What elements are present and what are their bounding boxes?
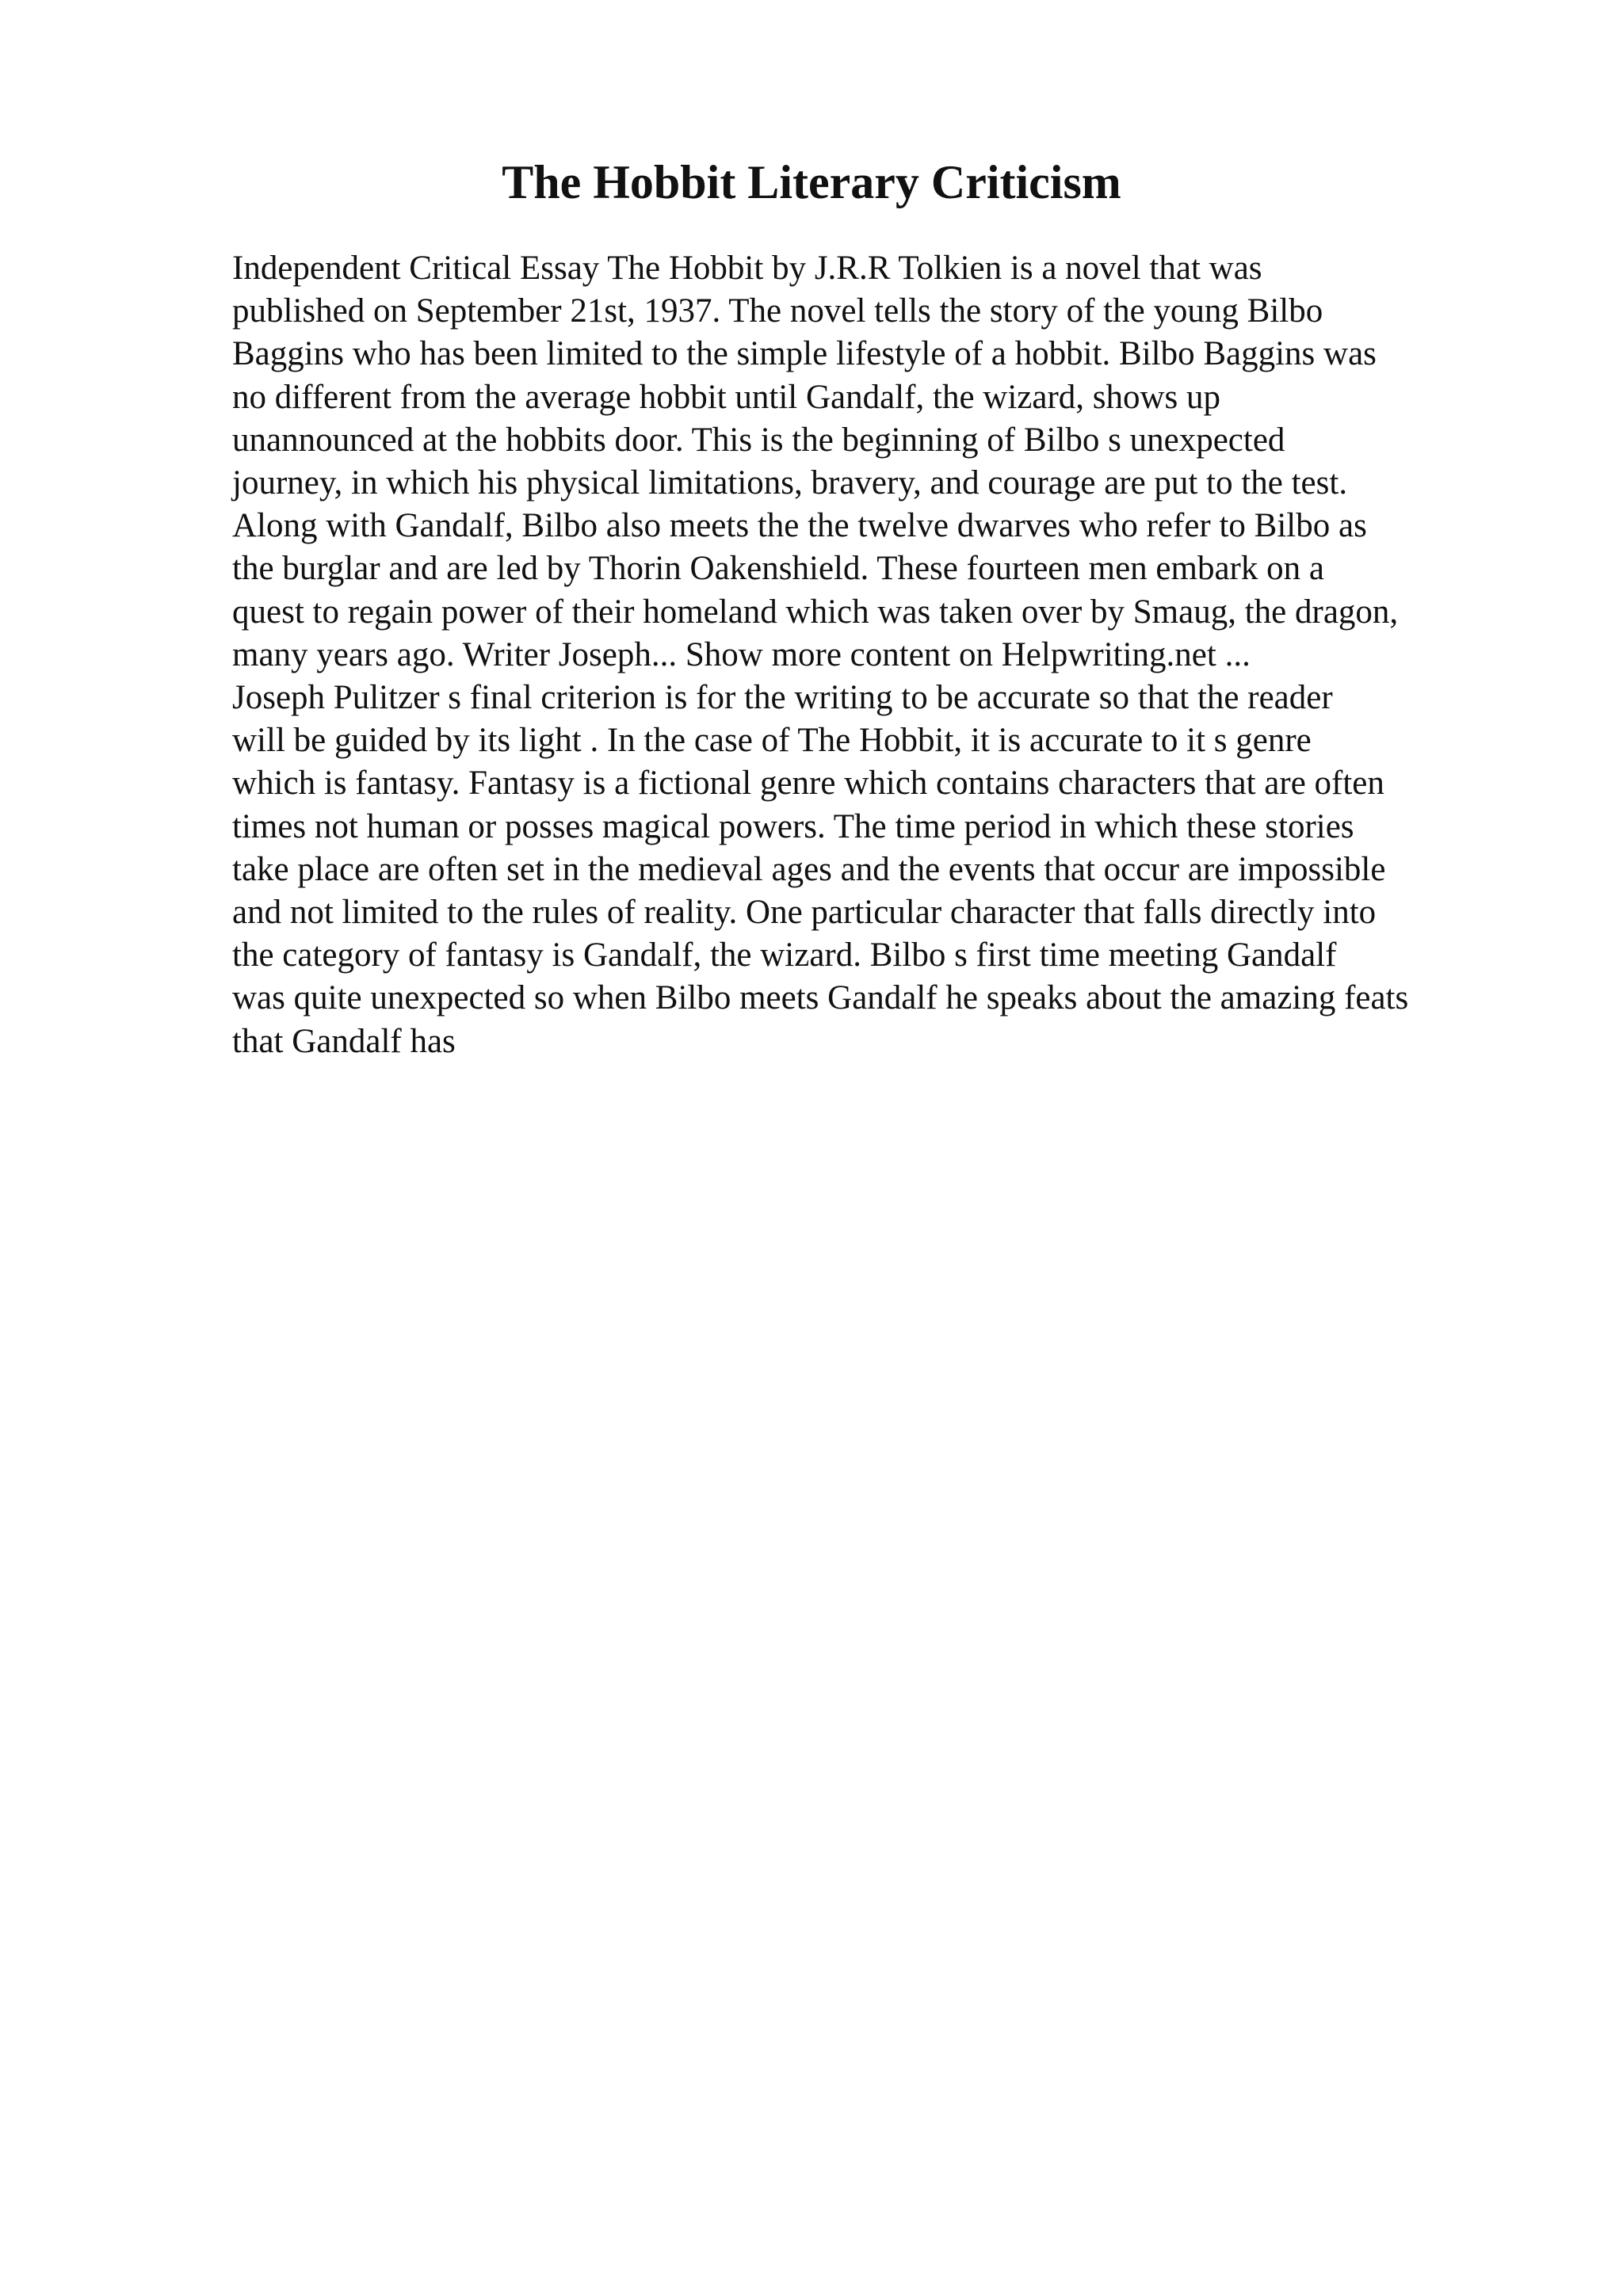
text-line: that Gandalf has [232, 1022, 456, 1060]
text-line: was quite unexpected so when Bilbo meets Gandalf he speaks about the amazing feats [232, 979, 1409, 1017]
text-line: will be guided by its light . In the case of The Hobbit, it is accurate to it s genre [232, 722, 1312, 760]
text-line: Along with Gandalf, Bilbo also meets the the twelve dwarves who refer to Bilbo as [232, 507, 1367, 545]
document-title: The Hobbit Literary Criticism [502, 156, 1121, 208]
text-line: Baggins who has been limited to the simple lifestyle of a hobbit. Bilbo Baggins was [232, 335, 1377, 373]
text-line: which is fantasy. Fantasy is a fictional genre which contains characters that are often [232, 765, 1384, 803]
text-line: the burglar and are led by Thorin Oakenshield. These fourteen men embark on a [232, 550, 1324, 588]
text-line: the category of fantasy is Gandalf, the wizard. Bilbo s first time meeting Gandalf [232, 936, 1337, 974]
text-line: times not human or posses magical powers. The time period in which these stories [232, 807, 1354, 845]
text-line: many years ago. Writer Joseph... Show more content on Helpwriting.net ... [232, 635, 1251, 673]
text-line: Joseph Pulitzer s final criterion is for the writing to be accurate so that the reader [232, 679, 1333, 717]
text-line: quest to regain power of their homeland which was taken over by Smaug, the dragon, [232, 593, 1399, 631]
text-line: no different from the average hobbit until Gandalf, the wizard, shows up [232, 378, 1221, 416]
text-line: Independent Critical Essay The Hobbit by J.R.R Tolkien is a novel that was [232, 250, 1262, 287]
essay-body [232, 247, 1532, 1063]
text-line: published on September 21st, 1937. The novel tells the story of the young Bilbo [232, 292, 1323, 330]
text-line: and not limited to the rules of reality. One particular character that falls directly into [232, 894, 1377, 932]
text-line: unannounced at the hobbits door. This is the beginning of Bilbo s unexpected [232, 421, 1285, 459]
text-line: take place are often set in the medieval ages and the events that occur are impossible [232, 850, 1386, 888]
text-line: journey, in which his physical limitations, bravery, and courage are put to the test. [232, 464, 1348, 502]
